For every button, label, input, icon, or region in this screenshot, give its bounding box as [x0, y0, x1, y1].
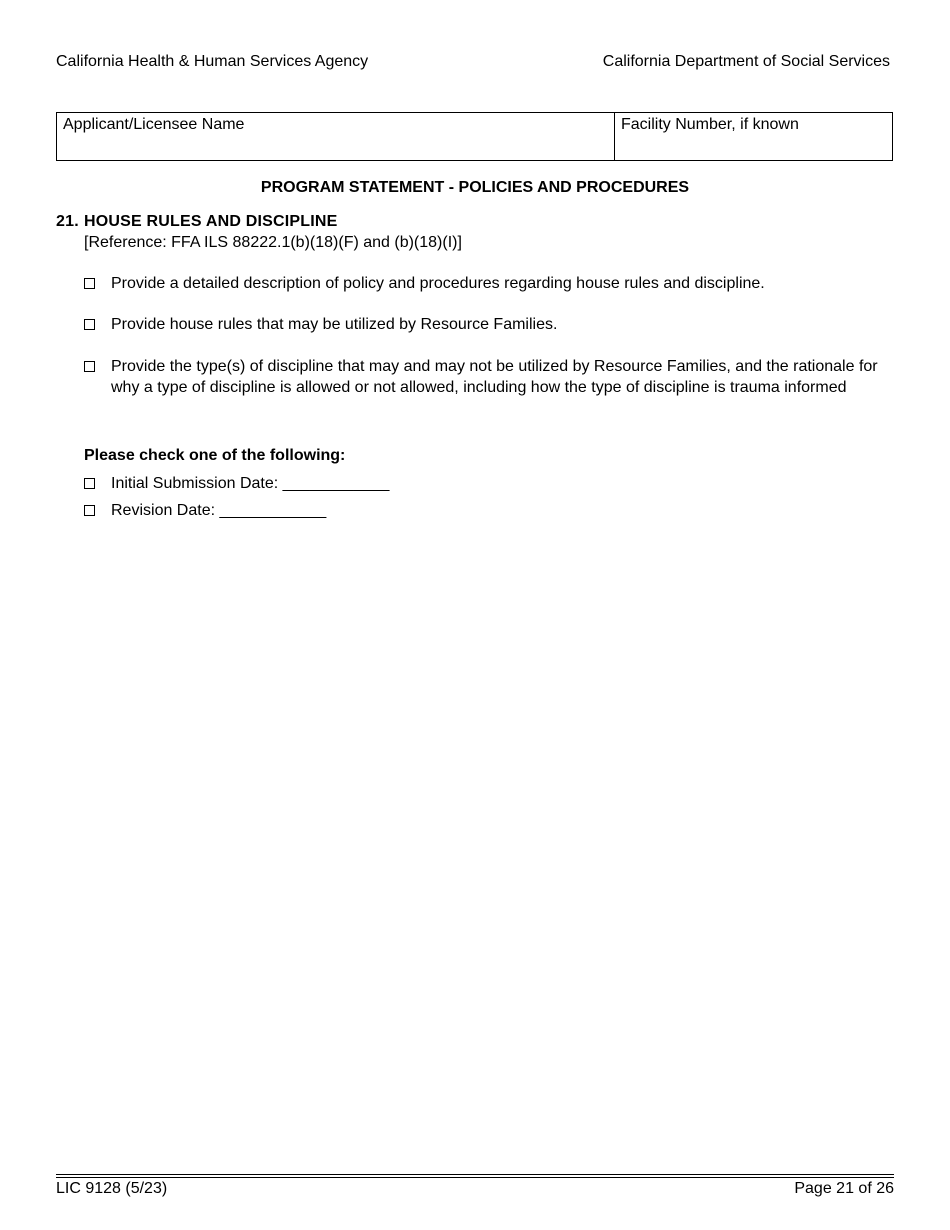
initial-submission-label: Initial Submission Date: ____________ [111, 475, 390, 492]
facility-number-field[interactable] [615, 113, 892, 160]
section-title: PROGRAM STATEMENT - POLICIES AND PROCEDURES [260, 179, 690, 196]
item-number: 21. [56, 213, 79, 230]
item-title: HOUSE RULES AND DISCIPLINE [84, 213, 338, 230]
initial-submission-option [84, 474, 389, 495]
requirement-checkbox[interactable] [84, 278, 95, 289]
item-heading [56, 213, 338, 231]
submission-prompt: Please check one of the following: [84, 447, 346, 464]
initial-submission-checkbox[interactable] [84, 478, 95, 489]
requirement-checkbox[interactable] [84, 361, 95, 372]
footer-divider [56, 1177, 894, 1178]
requirement-item [84, 274, 881, 295]
item-reference: [Reference: FFA ILS 88222.1(b)(18)(F) and (b)(18)(I)] [84, 234, 462, 251]
identification-table [56, 112, 893, 161]
requirement-item [84, 357, 881, 398]
applicant-name-label: Applicant/Licensee Name [63, 116, 245, 133]
agency-header: California Health & Human Services Agency [56, 53, 369, 70]
requirement-text: Provide the type(s) of discipline that may and may not be utilized by Resource Families, and the rationale for why a type of discipline is allowed or not allowed, including how the type of discipline is trauma informed [111, 358, 878, 396]
department-header: California Department of Social Services [602, 53, 890, 70]
page-number: Page 21 of 26 [794, 1180, 894, 1197]
requirement-checkbox[interactable] [84, 319, 95, 330]
form-id: LIC 9128 (5/23) [56, 1180, 168, 1197]
requirement-item [84, 315, 881, 336]
requirement-text: Provide house rules that may be utilized by Resource Families. [111, 316, 558, 333]
revision-label: Revision Date: ____________ [111, 502, 327, 519]
footer-divider [56, 1174, 894, 1175]
revision-option [84, 501, 326, 522]
revision-checkbox[interactable] [84, 505, 95, 516]
applicant-name-field[interactable] [57, 113, 615, 160]
facility-number-label: Facility Number, if known [621, 116, 799, 133]
requirement-text: Provide a detailed description of policy and procedures regarding house rules and discipline. [111, 275, 765, 292]
